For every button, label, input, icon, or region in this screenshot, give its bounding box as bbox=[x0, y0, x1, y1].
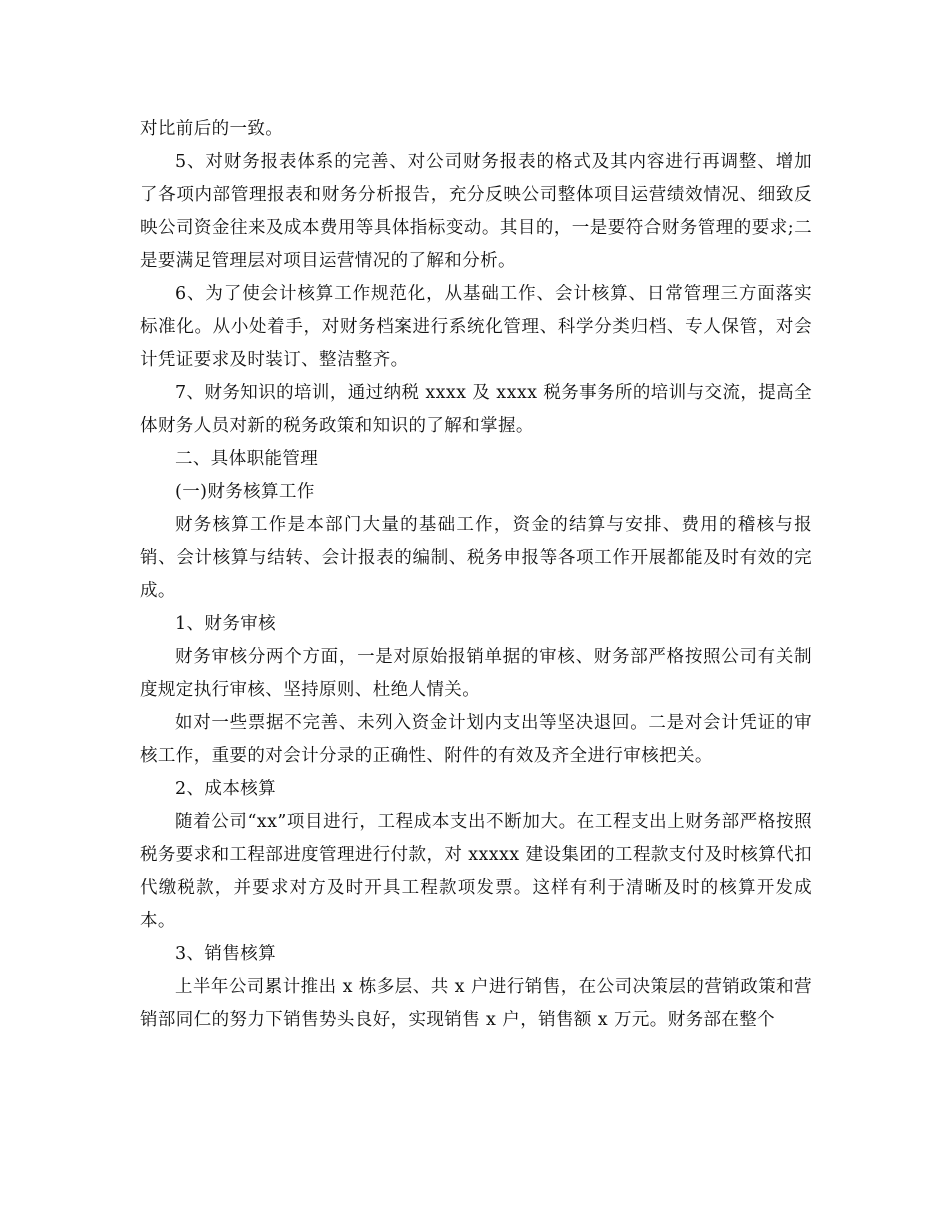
paragraph-cost-accounting: 随着公司“xx”项目进行，工程成本支出不断加大。在工程支出上财务部严格按照税务要求和工程部进度管理进行付款，对 xxxxx 建设集团的工程款支付及时核算代扣代缴税款，并要求对方及时开具工程款项发票。这样有利于清晰及时的核算开发成本。 bbox=[140, 812, 812, 931]
document-body bbox=[140, 113, 812, 1037]
paragraph-financial-audit-2: 如对一些票据不完善、未列入资金计划内支出等坚决退回。二是对会计凭证的审核工作，重要的对会计分录的正确性、附件的有效及齐全进行审核把关。 bbox=[140, 713, 812, 766]
paragraph-item-7: 7、财务知识的培训，通过纳税 xxxx 及 xxxx 税务事务所的培训与交流，提高全体财务人员对新的税务政策和知识的了解和掌握。 bbox=[140, 383, 812, 436]
section-heading-specific-functions: 二、具体职能管理 bbox=[175, 449, 319, 469]
paragraph-accounting-work: 财务核算工作是本部门大量的基础工作，资金的结算与安排、费用的稽核与报销、会计核算与结转、会计报表的编制、税务申报等各项工作开展都能及时有效的完成。 bbox=[140, 515, 812, 601]
subsection-heading-accounting-work: (一)财务核算工作 bbox=[175, 482, 315, 502]
paragraph-financial-audit-1: 财务审核分两个方面，一是对原始报销单据的审核、财务部严格按照公司有关制度规定执行审核、坚持原则、杜绝人情关。 bbox=[140, 647, 812, 700]
paragraph-continuation: 对比前后的一致。 bbox=[140, 119, 284, 139]
paragraph-item-6: 6、为了使会计核算工作规范化，从基础工作、会计核算、日常管理三方面落实标准化。从小处着手，对财务档案进行系统化管理、科学分类归档、专人保管，对会计凭证要求及时装订、整洁整齐。 bbox=[140, 284, 812, 370]
heading-sales-accounting: 3、销售核算 bbox=[175, 944, 277, 964]
paragraph-sales-accounting: 上半年公司累计推出 x 栋多层、共 x 户进行销售，在公司决策层的营销政策和营销部同仁的努力下销售势头良好，实现销售 x 户，销售额 x 万元。财务部在整个 bbox=[140, 977, 812, 1030]
heading-financial-audit: 1、财务审核 bbox=[175, 614, 277, 634]
paragraph-item-5: 5、对财务报表体系的完善、对公司财务报表的格式及其内容进行再调整、增加了各项内部管理报表和财务分析报告，充分反映公司整体项目运营绩效情况、细致反映公司资金往来及成本费用等具体指标变动。其目的，一是要符合财务管理的要求;二是要满足管理层对项目运营情况的了解和分析。 bbox=[140, 152, 812, 271]
heading-cost-accounting: 2、成本核算 bbox=[175, 779, 277, 799]
